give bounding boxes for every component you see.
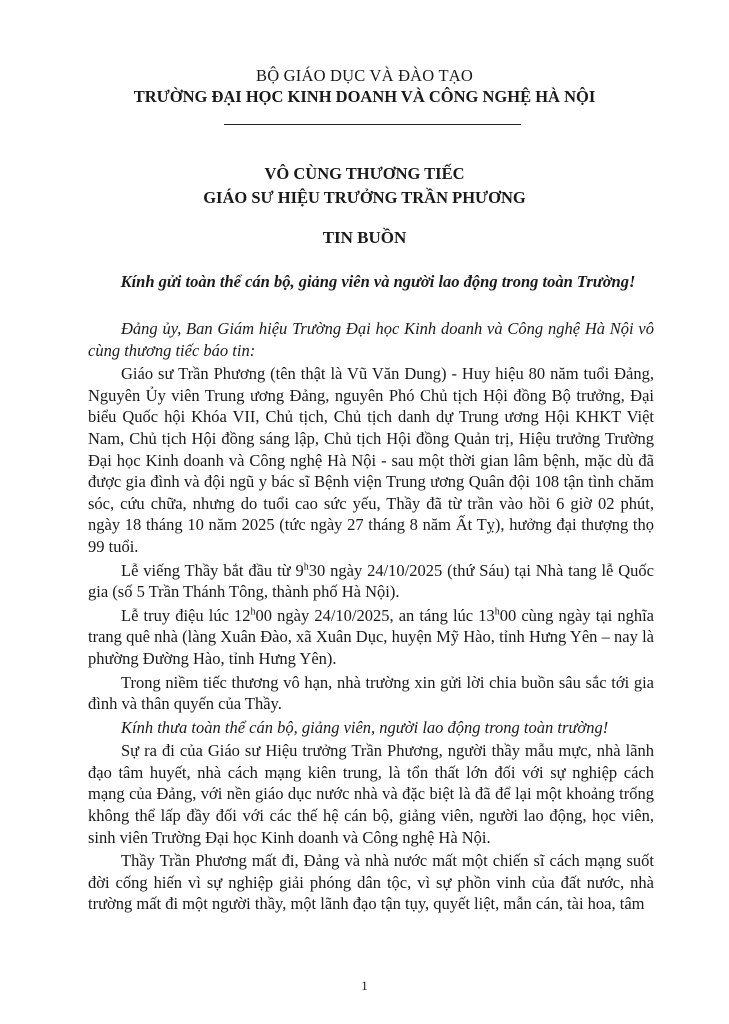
letterhead bbox=[0, 66, 729, 108]
paragraph-loss: Sự ra đi của Giáo sư Hiệu trưởng Trần Phương, người thầy mẫu mực, nhà lãnh đạo tâm huyết, nhà cách mạng kiên trung, là tổn thất lớn đối với sự nghiệp cách mạng của Đảng, với nền giáo dục nước nhà và đặc biệt là đã để lại một khoảng trống không thể lấp đầy đối với các thế hệ cán bộ, giảng viên, người lao động, học viên, sinh viên Trường Đại học Kinh doanh và Công nghệ Hà Nội. bbox=[88, 741, 654, 847]
paragraph-tribute: Thầy Trần Phương mất đi, Đảng và nhà nước mất một chiến sĩ cách mạng suốt đời cống hiến vì sự nghiệp giải phóng dân tộc, vì sự phồn vinh của đất nước, nhà trường mất đi một người thầy, một lãnh đạo tận tụy, quyết liệt, mẫn cán, tài hoa, tâm bbox=[88, 851, 654, 914]
notice-heading: TIN BUỒN bbox=[322, 228, 407, 247]
title-line-2: GIÁO SƯ HIỆU TRƯỞNG TRẦN PHƯƠNG bbox=[203, 188, 526, 207]
viewing-hour-sup: h bbox=[303, 561, 309, 573]
ministry-name: BỘ GIÁO DỤC VÀ ĐÀO TẠO bbox=[256, 66, 473, 85]
memorial-hour-sup-2: h bbox=[494, 606, 500, 618]
viewing-text-a: Lễ viếng Thầy bắt đầu từ 9 bbox=[121, 560, 304, 580]
memorial-hour-sup-1: h bbox=[250, 606, 256, 618]
memorial-text-c: 00 cùng ngày tại nghĩa trang quê nhà (làng Xuân Đào, xã Xuân Dục, huyện Mỹ Hào, tỉnh Hưng Yên – nay là phường Đường Hào, tỉnh Hưng Yên). bbox=[88, 605, 654, 668]
memorial-text-b: 00 ngày 24/10/2025, an táng lúc 13 bbox=[255, 605, 495, 625]
document-body bbox=[88, 318, 654, 917]
paragraph-viewing bbox=[88, 560, 654, 603]
greeting-line: Kính gửi toàn thể cán bộ, giảng viên và người lao động trong toàn Trường! bbox=[120, 272, 636, 291]
memorial-text-a: Lễ truy điệu lúc 12 bbox=[121, 605, 251, 625]
document-title bbox=[0, 162, 729, 210]
page-number: 1 bbox=[361, 978, 368, 993]
viewing-text-b: 30 ngày 24/10/2025 (thứ Sáu) tại Nhà tang lễ Quốc gia (số 5 Trần Thánh Tông, thành phố Hà Nội). bbox=[88, 560, 654, 602]
paragraph-condolence: Trong niềm tiếc thương vô hạn, nhà trường xin gửi lời chia buồn sâu sắc tới gia đình và thân quyến của Thầy. bbox=[88, 672, 654, 714]
school-name: TRƯỜNG ĐẠI HỌC KINH DOANH VÀ CÔNG NGHỆ HÀ NỘI bbox=[133, 87, 596, 106]
paragraph-intro: Đảng ủy, Ban Giám hiệu Trường Đại học Kinh doanh và Công nghệ Hà Nội vô cùng thương tiếc báo tin: bbox=[88, 319, 654, 360]
header-divider bbox=[224, 124, 521, 125]
paragraph-address: Kính thưa toàn thể cán bộ, giảng viên, người lao động trong toàn trường! bbox=[121, 717, 609, 737]
title-line-1: VÔ CÙNG THƯƠNG TIẾC bbox=[264, 164, 465, 183]
paragraph-biography: Giáo sư Trần Phương (tên thật là Vũ Văn Dung) - Huy hiệu 80 năm tuổi Đảng, Nguyên Ủy viên Trung ương Đảng, nguyên Phó Chủ tịch Hội đồng Bộ trưởng, Đại biểu Quốc hội Khóa VII, Chủ tịch, Chủ tịch danh dự Trung ương Hội KHKT Việt Nam, Chủ tịch Hội đồng sáng lập, Chủ tịch Hội đồng Quản trị, Hiệu trưởng Trường Đại học Kinh doanh và Công nghệ Hà Nội - sau một thời gian lâm bệnh, mặc dù đã được gia đình và đội ngũ y bác sĩ Bệnh viện Trung ương Quân đội 108 tận tình chăm sóc, cứu chữa, nhưng do tuổi cao sức yếu, Thầy đã từ trần vào hồi 6 giờ 02 phút, ngày 18 tháng 10 năm 2025 (tức ngày 27 tháng 8 năm Ất Tỵ), hưởng đại thượng thọ 99 tuổi. bbox=[88, 364, 654, 556]
paragraph-memorial bbox=[88, 605, 654, 670]
